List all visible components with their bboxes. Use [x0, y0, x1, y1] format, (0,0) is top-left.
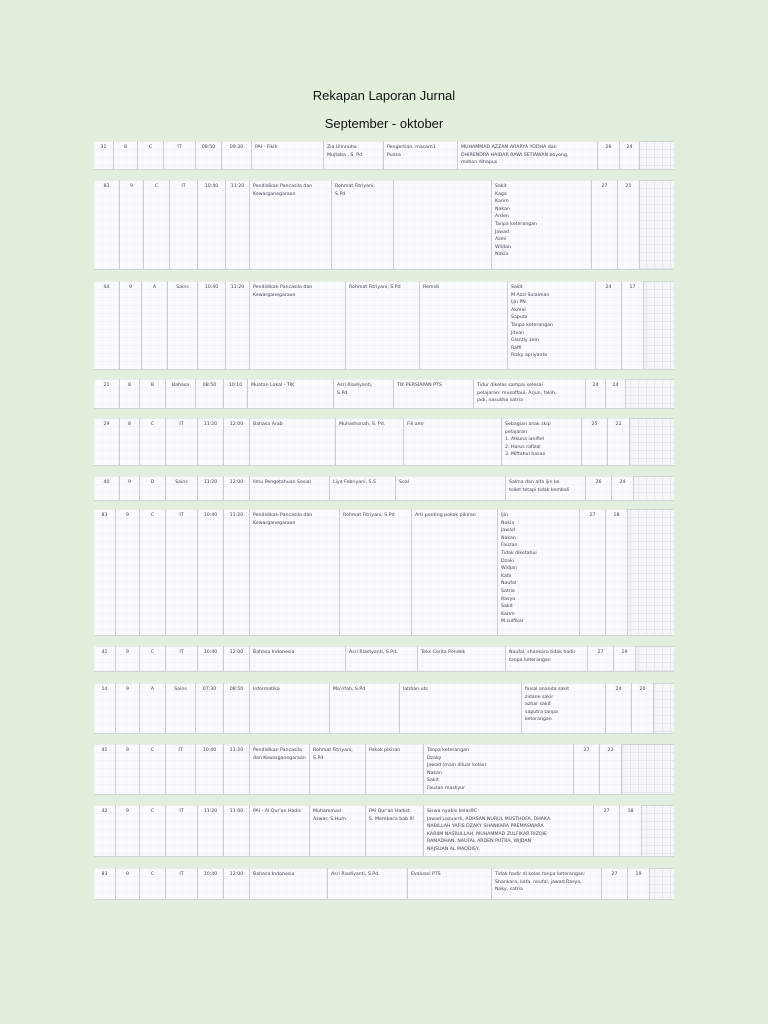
- cell-jumlah: 21: [618, 180, 640, 270]
- cell-selesai: 12:00: [224, 646, 250, 672]
- cell-mapel: Informatika: [250, 683, 330, 734]
- cell-hadir: 27: [602, 868, 628, 900]
- cell-absen: Sebagian anak skip pelajaran 1. Alkuna ianifiel 2. Harus rafizal 3. Miftahul hasan: [502, 418, 582, 466]
- cell-mulai: 10:40: [198, 868, 224, 900]
- cell-mapel: Pendidikan Pancasila dan Kewarganegaraan: [250, 281, 346, 370]
- cell-guru: Rohmat Fitriyani, S.Pd: [340, 509, 412, 636]
- cell-rombel: C: [140, 509, 166, 636]
- cell-absen: Tidak hadir di kelas tanpa keterangan: Shankara, kafa, noufal, jawad,Rasya, Noky, satria: [492, 868, 602, 900]
- table-row: [94, 476, 674, 501]
- cell-rombel: C: [140, 868, 166, 900]
- cell-hadir: 26: [598, 141, 620, 170]
- cell-rombel: C: [140, 418, 166, 466]
- cell-guru: Rohmat Fitriyani, S.Pd: [346, 281, 420, 370]
- cell-materi: latihan uts: [400, 683, 522, 734]
- cell-rombel: C: [140, 805, 166, 857]
- cell-materi: [394, 180, 492, 270]
- table-row: [94, 509, 674, 636]
- cell-mapel: Pendidikan Pancasila dan Kewarganegaraan: [250, 509, 340, 636]
- cell-mulai: 11:20: [198, 476, 224, 501]
- table-row: [94, 379, 674, 409]
- cell-no: 21: [94, 379, 120, 409]
- cell-guru: Zia Ulinnuha Mujtaba , S. Pd.: [324, 141, 384, 170]
- table-row: [94, 744, 674, 795]
- cell-kelas: 8: [120, 379, 140, 409]
- table-row: [94, 683, 674, 734]
- cell-empty: [642, 805, 674, 857]
- cell-selesai: 11:20: [226, 180, 250, 270]
- cell-kelas: 9: [116, 868, 140, 900]
- cell-selesai: 11:20: [224, 509, 250, 636]
- table-row: [94, 418, 674, 466]
- cell-jumlah: 17: [622, 281, 644, 370]
- cell-rombel: A: [140, 683, 166, 734]
- cell-guru: Asri Riadiyanti, S.Pd.: [328, 868, 408, 900]
- cell-empty: [626, 379, 674, 409]
- cell-mapel: Ilmu Pengetahuan Sosial: [250, 476, 330, 501]
- cell-mulai: 11:20: [198, 805, 224, 857]
- cell-materi: Pokok pikiran: [366, 744, 424, 795]
- cell-empty: [650, 868, 674, 900]
- cell-absen: Naufal, shankara tidak hadir tanpa keterangan: [506, 646, 588, 672]
- cell-absen: Tidur dikelas sampai selesai pelajaran: musaffaul, Arjun, fakih, jadi, nasukha satria: [474, 379, 586, 409]
- cell-materi: TIK PERSIAPAN PTS: [394, 379, 474, 409]
- cell-materi: Fill amr: [404, 418, 502, 466]
- cell-mapel: PAI - Al Qur'an Hadis: [250, 805, 310, 857]
- cell-no: 42: [94, 805, 116, 857]
- cell-empty: [640, 180, 674, 270]
- cell-no: 14: [94, 683, 116, 734]
- cell-selesai: 11:00: [224, 805, 250, 857]
- cell-guru: Rohmat Fitriyani, S.Pd: [310, 744, 366, 795]
- cell-kelas: 9: [116, 805, 140, 857]
- cell-kelas: 9: [120, 281, 142, 370]
- table-row: [94, 141, 674, 170]
- cell-prog: IT: [166, 744, 196, 795]
- cell-mulai: 11:20: [198, 418, 224, 466]
- cell-prog: IT: [166, 646, 198, 672]
- table-row: [94, 805, 674, 857]
- cell-rombel: C: [144, 180, 170, 270]
- cell-guru: Muhammad Azwar, S.Hum.: [310, 805, 366, 857]
- cell-materi: Evaluasi PTS: [408, 868, 492, 900]
- cell-no: 44: [94, 281, 120, 370]
- cell-mulai: 10:40: [196, 744, 224, 795]
- cell-guru: Muhashonah, S. Pd.: [336, 418, 404, 466]
- cell-no: 83: [94, 868, 116, 900]
- cell-kelas: 9: [120, 476, 140, 501]
- cell-jumlah: 20: [632, 683, 654, 734]
- cell-mapel: Pendidikan Pancasila dan Kewarganegaraan: [250, 744, 310, 795]
- cell-mulai: 08:50: [196, 141, 222, 170]
- cell-jumlah: 24: [620, 141, 640, 170]
- cell-materi: PAI Qur'an Hadist S. Membaca bab III: [366, 805, 424, 857]
- table-row: [94, 868, 674, 900]
- cell-mapel: Bahasa Arab: [250, 418, 336, 466]
- cell-absen: faisal ananda sakit zidane sakir azhar sakit saputra tanpa keterangan: [522, 683, 606, 734]
- cell-hadir: 27: [574, 744, 600, 795]
- cell-prog: Sains: [166, 683, 196, 734]
- cell-guru: Asri Riadiyanti, S.Pd.: [346, 646, 418, 672]
- cell-hadir: 27: [588, 646, 614, 672]
- cell-mapel: PAI - Fikih: [252, 141, 324, 170]
- cell-no: 29: [94, 418, 120, 466]
- cell-empty: [636, 646, 674, 672]
- cell-materi: Arti penting pokok pikiran: [412, 509, 498, 636]
- cell-empty: [634, 476, 674, 501]
- table-row: [94, 646, 674, 672]
- cell-empty: [644, 281, 674, 370]
- cell-selesai: 09:30: [222, 141, 252, 170]
- cell-no: 83: [94, 509, 116, 636]
- cell-prog: IT: [166, 509, 198, 636]
- cell-prog: IT: [170, 180, 198, 270]
- cell-materi: Remidi: [420, 281, 508, 370]
- cell-selesai: 11:20: [226, 281, 250, 370]
- cell-jumlah: 24: [606, 379, 626, 409]
- document-subtitle: September - oktober: [324, 116, 444, 131]
- cell-hadir: 27: [580, 509, 606, 636]
- cell-mulai: 07:30: [196, 683, 224, 734]
- cell-jumlah: 22: [608, 418, 630, 466]
- cell-prog: IT: [164, 141, 196, 170]
- cell-materi: Pengertian, macam1 Puasa: [384, 141, 458, 170]
- cell-mulai: 10:40: [198, 646, 224, 672]
- cell-rombel: C: [140, 646, 166, 672]
- table-row: [94, 281, 674, 370]
- cell-absen: MUHAMMAD AZZAM ARARYA YODHA dan DHIRENDRA HAIDAR RAWI SETIAWAN boyong, mohon dihapus: [458, 141, 598, 170]
- cell-absen: Salma dan alfa ijin ke toilet tetapi tidak kembali: [506, 476, 586, 501]
- cell-selesai: 11:20: [224, 744, 250, 795]
- cell-materi: Soal: [396, 476, 506, 501]
- cell-mulai: 08:50: [196, 379, 224, 409]
- cell-prog: IT: [166, 805, 198, 857]
- cell-mapel: Bahasa Indonesia: [250, 646, 346, 672]
- cell-selesai: 08:50: [224, 683, 250, 734]
- cell-kelas: 9: [116, 509, 140, 636]
- cell-absen: Tanpa keterangan Dzaky Jawad (main diluar kelas) Nakan Sakit Fauzan maskyur: [424, 744, 574, 795]
- cell-jumlah: 18: [606, 509, 628, 636]
- cell-no: 83: [94, 180, 120, 270]
- cell-kelas: 9: [116, 683, 140, 734]
- cell-absen: Siswa nyabis kelas9C Jawad Lazuardi, ADHSAN NURUL MUSTHOFA, DHAKA NABILLAH YAFIS DZAKY SHANKARA PREMASWARA KARIIM NASRULLAH, MUHAMMAD ZULFIKAR RIZQIE RAMADHAN, NAUFAL ARDEN PUTRA, WIJDAN NAJSUAN AL MAQDISY,: [424, 805, 594, 857]
- cell-no: 41: [94, 744, 116, 795]
- cell-empty: [654, 683, 674, 734]
- cell-prog: Sains: [166, 476, 198, 501]
- cell-no: 40: [94, 476, 120, 501]
- cell-absen: Sakit M Azzl Sulaiman Ijin PN Akmal Saputa Tanpa keterangan Jitvan Giantly zein Raffi Rizky apriyanto: [508, 281, 596, 370]
- cell-prog: IT: [166, 418, 198, 466]
- cell-empty: [640, 141, 674, 170]
- cell-absen: Sakit Kaga Karim Nakan Arden Tanpa keterangan Jawad Azmi Wildan Nokia: [492, 180, 592, 270]
- cell-kelas: 8: [120, 418, 140, 466]
- cell-rombel: C: [138, 141, 164, 170]
- cell-jumlah: 19: [628, 868, 650, 900]
- cell-mulai: 10:40: [198, 281, 226, 370]
- cell-hadir: 24: [596, 281, 622, 370]
- document-title: Rekapan Laporan Jurnal: [312, 88, 456, 103]
- cell-kelas: 9: [116, 744, 140, 795]
- cell-kelas: 9: [116, 646, 140, 672]
- cell-mulai: 10:40: [198, 509, 224, 636]
- cell-hadir: 25: [582, 418, 608, 466]
- cell-selesai: 12:00: [224, 868, 250, 900]
- cell-empty: [630, 418, 674, 466]
- cell-mapel: Pendidikan Pancasila dan Kewarganegaraan: [250, 180, 332, 270]
- cell-rombel: D: [140, 476, 166, 501]
- cell-rombel: A: [142, 281, 168, 370]
- cell-mapel: Muatan Lokal - TIK: [248, 379, 334, 409]
- cell-selesai: 12:00: [224, 476, 250, 501]
- cell-absen: Ijin Nokia Jawad Nakan Fauzan Tidak diketahui Dzaki Widjan Kafa Naufal Satria Rasya Sakit Karim M.zulfikar: [498, 509, 580, 636]
- cell-rombel: B: [140, 379, 166, 409]
- cell-no: 31: [94, 141, 114, 170]
- cell-prog: IT: [166, 868, 198, 900]
- cell-prog: Sains: [168, 281, 198, 370]
- cell-jumlah: 19: [614, 646, 636, 672]
- cell-hadir: 27: [594, 805, 620, 857]
- cell-hadir: 26: [586, 476, 612, 501]
- cell-guru: Rohmat Fitriyani, S.Pd: [332, 180, 394, 270]
- cell-selesai: 12:00: [224, 418, 250, 466]
- cell-empty: [628, 509, 674, 636]
- cell-rombel: C: [140, 744, 166, 795]
- cell-guru: Liya Febriyani, S.S: [330, 476, 396, 501]
- cell-jumlah: 22: [600, 744, 622, 795]
- cell-hadir: 27: [592, 180, 618, 270]
- cell-hadir: 24: [606, 683, 632, 734]
- cell-empty: [622, 744, 674, 795]
- cell-materi: Teks Cerita Pendek: [418, 646, 506, 672]
- cell-selesai: 10:10: [224, 379, 248, 409]
- cell-prog: Bahasa: [166, 379, 196, 409]
- cell-jumlah: 24: [612, 476, 634, 501]
- cell-jumlah: 18: [620, 805, 642, 857]
- cell-hadir: 24: [586, 379, 606, 409]
- cell-mulai: 10:40: [198, 180, 226, 270]
- cell-no: 41: [94, 646, 116, 672]
- cell-kelas: 9: [120, 180, 144, 270]
- cell-guru: Asri Riadiyanti, S.Pd.: [334, 379, 394, 409]
- cell-mapel: Bahasa Indonesia: [250, 868, 328, 900]
- cell-kelas: 8: [114, 141, 138, 170]
- cell-guru: Ma'rifah, S.Pd: [330, 683, 400, 734]
- table-row: [94, 180, 674, 270]
